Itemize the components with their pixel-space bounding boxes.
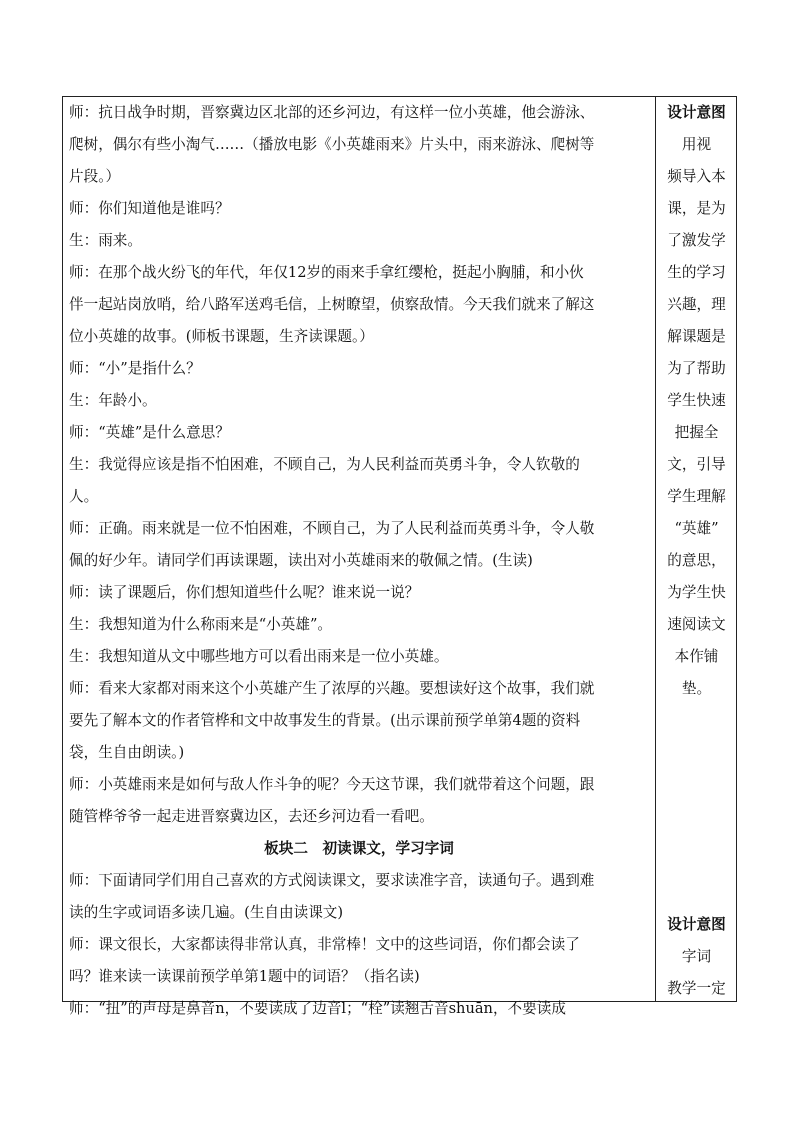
design-intent-line: 教学一定 (667, 980, 726, 997)
transcript-line: 片段。） (69, 168, 121, 185)
design-intent-heading: 设计意图 (667, 104, 726, 121)
transcript-line: 师：“英雄”是什么意思？ (69, 424, 230, 441)
transcript-line: 生：雨来。 (69, 232, 142, 249)
transcript-line: 佩的好少年。请同学们再读课题，读出对小英雄雨来的敬佩之情。(生读) (69, 552, 533, 569)
design-intent-line: 速阅读文 (667, 616, 726, 633)
design-intent-line: 垫。 (681, 680, 712, 697)
transcript-line: 爬树，偶尔有些小淘气……（播放电影《小英雄雨来》片头中，雨来游泳、爬树等 (69, 136, 595, 153)
transcript-line: 师：读了课题后，你们想知道些什么呢？谁来说一说？ (69, 584, 420, 601)
transcript-line: 师：“扭”的声母是鼻音n，不要读成了边音l；“栓”读翘舌音shuān，不要读成 (69, 1000, 566, 1017)
transcript-line: 生：我觉得应该是指不怕困难，不顾自己，为人民利益而英勇斗争，令人钦敬的 (69, 456, 580, 473)
transcript-line: 师：课文很长，大家都读得非常认真，非常棒！文中的这些词语，你们都会读了 (69, 936, 580, 953)
section-heading: 板块二 初读课文，学习字词 (264, 840, 454, 857)
transcript-line: 生：我想知道从文中哪些地方可以看出雨来是一位小英雄。 (69, 648, 449, 665)
design-intent-line: 为学生快 (667, 584, 726, 601)
transcript-line: 师：你们知道他是谁吗？ (69, 200, 230, 217)
design-intent-line: 的意思， (667, 552, 726, 569)
design-intent-line: 课，是为 (667, 200, 726, 217)
transcript-line: 师：“小”是指什么？ (69, 360, 201, 377)
design-intent-line: 解课题是 (667, 328, 726, 345)
transcript-line: 位小英雄的故事。(师板书课题，生齐读课题。） (69, 328, 374, 345)
design-intent-line: 频导入本 (667, 168, 726, 185)
design-intent-line: 把握全 (674, 424, 719, 441)
transcript-line: 袋，生自由朗读。) (69, 744, 185, 761)
design-intent-heading: 设计意图 (667, 916, 726, 933)
transcript-line: 读的生字或词语多读几遍。(生自由读课文) (69, 904, 344, 921)
design-intent-line: 用视 (681, 136, 712, 153)
transcript-line: 师：正确。雨来就是一位不怕困难，不顾自己，为了人民利益而英勇斗争，令人敬 (69, 520, 595, 537)
transcript-line: 生：年龄小。 (69, 392, 157, 409)
transcript-line: 师：抗日战争时期，晋察冀边区北部的还乡河边，有这样一位小英雄，他会游泳、 (69, 104, 595, 121)
design-intent-line: 为了帮助 (667, 360, 726, 377)
transcript-line: 随管桦爷爷一起走进晋察冀边区，去还乡河边看一看吧。 (69, 808, 434, 825)
design-intent-line: 了激发学 (667, 232, 726, 249)
design-intent-line: 兴趣，理 (667, 296, 726, 313)
design-intent-line: 本作铺 (674, 648, 719, 665)
transcript-line: 师：看来大家都对雨来这个小英雄产生了浓厚的兴趣。要想读好这个故事，我们就 (69, 680, 595, 697)
design-intent-line: 学生快速 (667, 392, 726, 409)
lesson-transcript-column (63, 97, 655, 1017)
design-intent-line: 字词 (681, 948, 712, 965)
transcript-line: 生：我想知道为什么称雨来是“小英雄”。 (69, 616, 333, 633)
design-intent-line: 学生理解 (667, 488, 726, 505)
transcript-line: 人。 (69, 488, 99, 505)
lesson-plan-table (62, 96, 737, 1017)
transcript-line: 师：下面请同学们用自己喜欢的方式阅读课文，要求读准字音，读通句子。遇到难 (69, 872, 595, 889)
transcript-line: 要先了解本文的作者管桦和文中故事发生的背景。(出示课前预学单第4题的资料 (69, 712, 581, 729)
transcript-line: 伴一起站岗放哨，给八路军送鸡毛信，上树瞭望，侦察敌情。今天我们就来了解这 (69, 296, 595, 313)
design-intent-line: “英雄” (674, 520, 719, 537)
design-intent-line: 文，引导 (667, 456, 726, 473)
transcript-line: 吗？谁来读一读课前预学单第1题中的词语？（指名读) (69, 968, 420, 985)
design-intent-column (656, 97, 737, 1001)
transcript-line: 师：小英雄雨来是如何与敌人作斗争的呢？今天这节课，我们就带着这个问题，跟 (69, 776, 595, 793)
transcript-line: 师：在那个战火纷飞的年代，年仅12岁的雨来手拿红缨枪，挺起小胸脯，和小伙 (69, 264, 584, 281)
design-intent-line: 生的学习 (667, 264, 726, 281)
